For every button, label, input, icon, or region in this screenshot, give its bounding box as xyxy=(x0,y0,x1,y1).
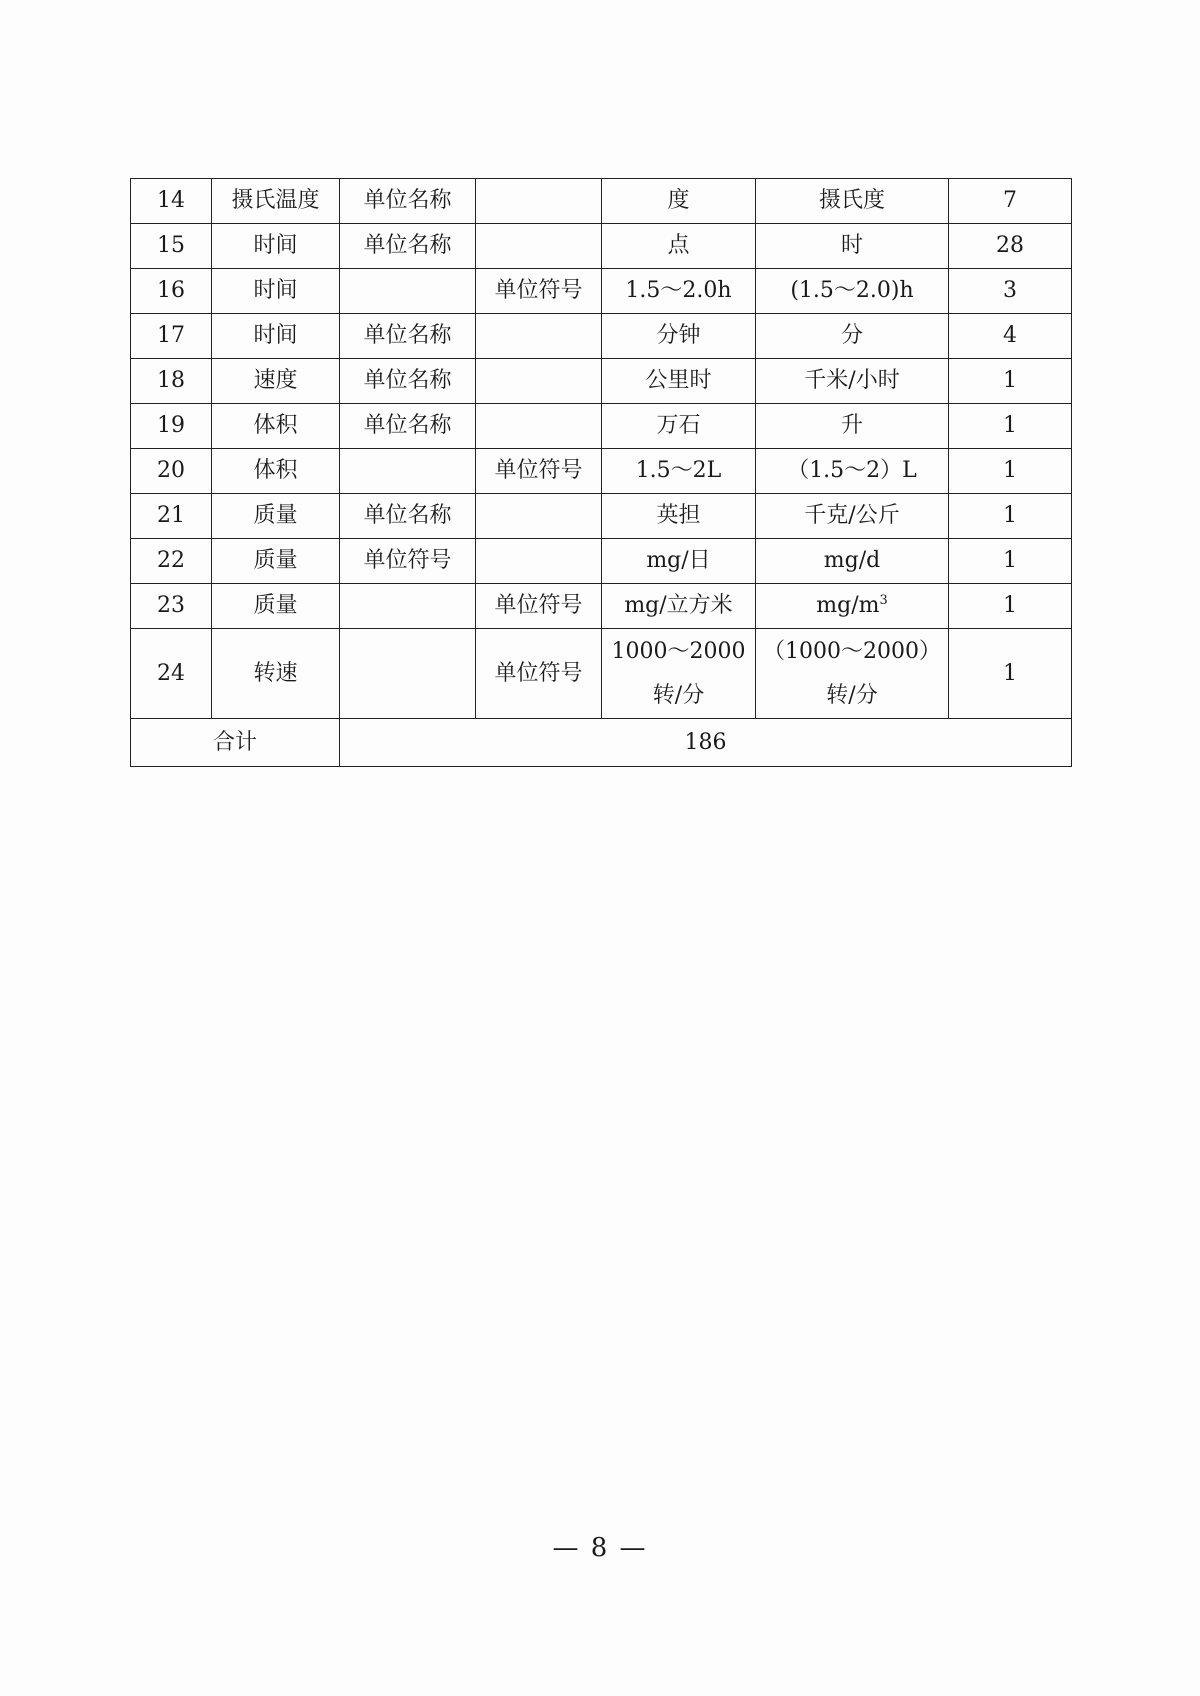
cell-quantity: 时间 xyxy=(212,314,340,359)
cell-no: 15 xyxy=(131,224,212,269)
cell-count: 1 xyxy=(949,449,1072,494)
cell-quantity: 体积 xyxy=(212,404,340,449)
cell-wrong: 1.5～2L xyxy=(602,449,756,494)
cell-correct xyxy=(756,629,949,719)
cell-correct: 分 xyxy=(756,314,949,359)
table-row xyxy=(131,269,1072,314)
total-label: 合计 xyxy=(131,719,340,767)
cell-name-type: 单位名称 xyxy=(340,314,476,359)
cell-correct: （1.5～2）L xyxy=(756,449,949,494)
cell-no: 16 xyxy=(131,269,212,314)
cell-no: 18 xyxy=(131,359,212,404)
cell-wrong xyxy=(602,629,756,719)
cell-symbol-type xyxy=(476,404,602,449)
correct-superscript: 3 xyxy=(879,593,888,609)
correct-line-2: 转/分 xyxy=(826,682,878,708)
cell-correct: 千克/公斤 xyxy=(756,494,949,539)
cell-correct: 升 xyxy=(756,404,949,449)
cell-quantity: 体积 xyxy=(212,449,340,494)
cell-name-type: 单位名称 xyxy=(340,224,476,269)
cell-quantity: 转速 xyxy=(212,629,340,719)
table-row xyxy=(131,359,1072,404)
cell-symbol-type xyxy=(476,314,602,359)
total-row xyxy=(131,719,1072,767)
cell-symbol-type: 单位符号 xyxy=(476,629,602,719)
table-row xyxy=(131,449,1072,494)
cell-name-type xyxy=(340,629,476,719)
cell-quantity: 时间 xyxy=(212,269,340,314)
wrong-line-1: 1000～2000 xyxy=(611,638,746,664)
cell-symbol-type: 单位符号 xyxy=(476,449,602,494)
table-row xyxy=(131,494,1072,539)
cell-name-type xyxy=(340,584,476,629)
table-row xyxy=(131,539,1072,584)
table-row xyxy=(131,314,1072,359)
cell-correct: (1.5～2.0)h xyxy=(756,269,949,314)
table-row xyxy=(131,179,1072,224)
correct-base: mg/m xyxy=(816,593,880,619)
cell-wrong: 1.5～2.0h xyxy=(602,269,756,314)
cell-count: 3 xyxy=(949,269,1072,314)
table-row xyxy=(131,404,1072,449)
cell-quantity: 时间 xyxy=(212,224,340,269)
cell-correct: 千米/小时 xyxy=(756,359,949,404)
cell-symbol-type: 单位符号 xyxy=(476,269,602,314)
cell-symbol-type: 单位符号 xyxy=(476,584,602,629)
cell-count: 28 xyxy=(949,224,1072,269)
cell-wrong: 万石 xyxy=(602,404,756,449)
cell-symbol-type xyxy=(476,224,602,269)
table-row xyxy=(131,629,1072,719)
cell-count: 4 xyxy=(949,314,1072,359)
cell-no: 20 xyxy=(131,449,212,494)
unit-error-table xyxy=(130,178,1072,767)
correct-line-1: （1000～2000） xyxy=(763,638,941,664)
cell-wrong: mg/日 xyxy=(602,539,756,584)
cell-correct xyxy=(756,584,949,629)
cell-quantity: 质量 xyxy=(212,584,340,629)
cell-quantity: 速度 xyxy=(212,359,340,404)
cell-wrong: 度 xyxy=(602,179,756,224)
cell-name-type: 单位名称 xyxy=(340,494,476,539)
cell-symbol-type xyxy=(476,359,602,404)
cell-no: 19 xyxy=(131,404,212,449)
cell-symbol-type xyxy=(476,179,602,224)
total-value: 186 xyxy=(340,719,1072,767)
cell-no: 14 xyxy=(131,179,212,224)
cell-count: 1 xyxy=(949,494,1072,539)
wrong-line-2: 转/分 xyxy=(652,682,705,708)
cell-no: 21 xyxy=(131,494,212,539)
cell-symbol-type xyxy=(476,539,602,584)
cell-wrong: 公里时 xyxy=(602,359,756,404)
table-row xyxy=(131,224,1072,269)
table-row xyxy=(131,584,1072,629)
cell-no: 17 xyxy=(131,314,212,359)
cell-count: 1 xyxy=(949,404,1072,449)
cell-name-type xyxy=(340,269,476,314)
cell-wrong: 分钟 xyxy=(602,314,756,359)
cell-name-type xyxy=(340,449,476,494)
cell-symbol-type xyxy=(476,494,602,539)
cell-no: 24 xyxy=(131,629,212,719)
cell-correct: 时 xyxy=(756,224,949,269)
cell-correct: 摄氏度 xyxy=(756,179,949,224)
cell-count: 1 xyxy=(949,539,1072,584)
cell-wrong: mg/立方米 xyxy=(602,584,756,629)
cell-quantity: 摄氏温度 xyxy=(212,179,340,224)
page-number: — 8 — xyxy=(552,1533,648,1563)
cell-name-type: 单位名称 xyxy=(340,404,476,449)
cell-count: 1 xyxy=(949,584,1072,629)
cell-count: 1 xyxy=(949,629,1072,719)
cell-count: 1 xyxy=(949,359,1072,404)
cell-quantity: 质量 xyxy=(212,494,340,539)
cell-wrong: 英担 xyxy=(602,494,756,539)
cell-count: 7 xyxy=(949,179,1072,224)
cell-name-type: 单位符号 xyxy=(340,539,476,584)
cell-name-type: 单位名称 xyxy=(340,359,476,404)
cell-name-type: 单位名称 xyxy=(340,179,476,224)
cell-no: 23 xyxy=(131,584,212,629)
cell-no: 22 xyxy=(131,539,212,584)
cell-quantity: 质量 xyxy=(212,539,340,584)
cell-wrong: 点 xyxy=(602,224,756,269)
cell-correct: mg/d xyxy=(756,539,949,584)
